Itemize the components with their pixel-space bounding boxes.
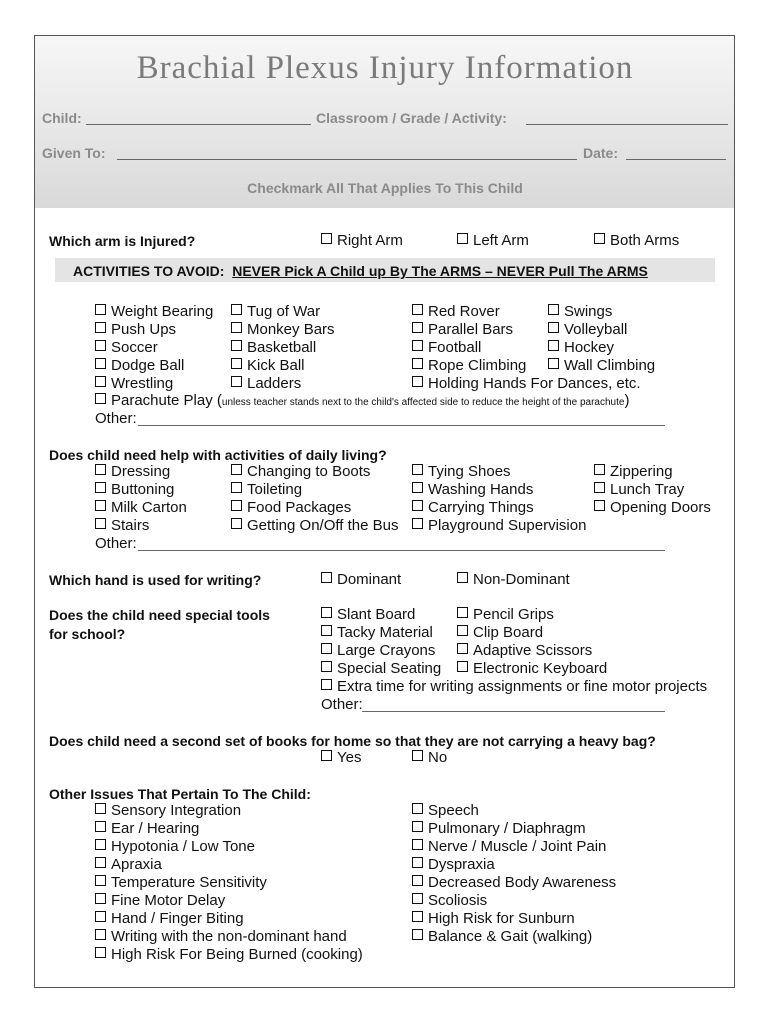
issue-label: Hand / Finger Biting — [111, 910, 244, 927]
checkbox-icon — [594, 500, 605, 511]
activity-label: Soccer — [111, 339, 158, 356]
activity-item[interactable] — [412, 321, 513, 339]
tool-item[interactable] — [457, 606, 554, 624]
checkbox-icon — [457, 625, 468, 636]
issue-label: Speech — [428, 802, 479, 819]
issue-label: Hypotonia / Low Tone — [111, 838, 255, 855]
issue-item[interactable] — [412, 892, 487, 910]
issue-label: Balance & Gait (walking) — [428, 928, 593, 945]
writing-hand-question: Which hand is used for writing? — [49, 572, 262, 588]
books-option-no[interactable]: No — [412, 749, 447, 767]
checkbox-icon — [412, 358, 423, 369]
checkbox-icon — [95, 464, 106, 475]
checkbox-icon — [321, 607, 332, 618]
checkbox-icon — [412, 929, 423, 940]
activity-item[interactable] — [231, 303, 320, 321]
activities-other-label: Other: — [95, 410, 137, 427]
child-field[interactable] — [86, 124, 311, 125]
issue-item[interactable] — [95, 802, 241, 820]
checkbox-icon — [95, 376, 106, 387]
checkbox-icon — [321, 233, 332, 244]
activity-label: Ladders — [247, 375, 302, 392]
checkbox-icon — [457, 607, 468, 618]
daily-label: Stairs — [111, 517, 150, 534]
classroom-label: Classroom / Grade / Activity: — [316, 110, 507, 126]
daily-item[interactable] — [231, 499, 351, 517]
issue-item[interactable] — [95, 856, 162, 874]
checkbox-icon — [548, 358, 559, 369]
activity-label: Tug of War — [247, 303, 321, 320]
checkbox-icon — [95, 518, 106, 529]
activity-label: Rope Climbing — [428, 357, 527, 374]
checkbox-icon — [95, 322, 106, 333]
daily-item[interactable] — [412, 499, 534, 517]
issue-label: Scoliosis — [428, 892, 488, 909]
daily-label: Carrying Things — [428, 499, 534, 516]
books-question: Does child need a second set of books for home so that they are not carrying a heavy bag? — [49, 733, 656, 749]
daily-item[interactable] — [231, 517, 398, 535]
checkbox-icon — [231, 464, 242, 475]
activity-label: Basketball — [247, 339, 317, 356]
daily-label: Toileting — [247, 481, 303, 498]
arm-question: Which arm is Injured? — [49, 233, 196, 249]
instruction-text: Checkmark All That Applies To This Child — [247, 180, 523, 196]
checkbox-icon — [594, 464, 605, 475]
books-option-yes[interactable]: Yes — [321, 749, 361, 767]
daily-label: Opening Doors — [610, 499, 711, 516]
activity-label: Volleyball — [564, 321, 628, 338]
activity-label: Wrestling — [111, 375, 174, 392]
daily-label: Playground Supervision — [428, 517, 587, 534]
issue-label: Fine Motor Delay — [111, 892, 226, 909]
arm-option-right[interactable]: Right Arm — [321, 232, 403, 250]
classroom-field[interactable] — [526, 124, 728, 125]
checkbox-icon — [457, 661, 468, 672]
activity-item[interactable] — [412, 357, 526, 375]
arm-option-left[interactable]: Left Arm — [457, 232, 529, 250]
activity-label: Red Rover — [428, 303, 500, 320]
checkbox-icon — [95, 821, 106, 832]
checkbox-icon — [457, 233, 468, 244]
checkbox-icon — [321, 679, 332, 690]
issue-label: Sensory Integration — [111, 802, 242, 819]
checkbox-icon — [95, 839, 106, 850]
issue-label: Apraxia — [111, 856, 162, 873]
activity-item[interactable] — [231, 339, 316, 357]
daily-item[interactable] — [231, 481, 302, 499]
issue-item[interactable] — [95, 910, 244, 928]
daily-item[interactable] — [594, 499, 711, 517]
tool-label: Special Seating — [337, 660, 442, 677]
daily-item[interactable] — [594, 463, 673, 481]
daily-label: Washing Hands — [428, 481, 534, 498]
activity-label: Wall Climbing — [564, 357, 656, 374]
tool-item[interactable] — [457, 624, 543, 642]
checkbox-icon — [321, 572, 332, 583]
daily-item[interactable] — [95, 499, 187, 517]
tool-label: Pencil Grips — [473, 606, 554, 623]
checkbox-icon — [231, 518, 242, 529]
issue-item[interactable] — [412, 820, 586, 838]
checkbox-icon — [412, 750, 423, 761]
daily-label: Food Packages — [247, 499, 352, 516]
checkbox-icon — [412, 911, 423, 922]
activity-label: Holding Hands For Dances, etc. — [428, 375, 641, 392]
daily-item[interactable] — [231, 463, 370, 481]
issue-item[interactable] — [95, 946, 363, 964]
checkbox-icon — [231, 340, 242, 351]
checkbox-icon — [412, 464, 423, 475]
activity-label: Parallel Bars — [428, 321, 514, 338]
checkbox-icon — [231, 500, 242, 511]
checkbox-icon — [95, 304, 106, 315]
checkbox-icon — [412, 482, 423, 493]
daily-item[interactable] — [412, 463, 511, 481]
hand-option-dominant[interactable]: Dominant — [321, 571, 401, 589]
issue-label: High Risk for Sunburn — [428, 910, 575, 927]
daily-label: Lunch Tray — [610, 481, 685, 498]
checkbox-icon — [412, 875, 423, 886]
tool-item[interactable] — [321, 624, 433, 642]
activity-item[interactable] — [548, 339, 614, 357]
tool-label: Clip Board — [473, 624, 544, 641]
checkbox-icon — [231, 358, 242, 369]
issue-item[interactable] — [412, 928, 592, 946]
tool-label: Electronic Keyboard — [473, 660, 608, 677]
daily-item[interactable] — [594, 481, 684, 499]
issue-item[interactable] — [95, 874, 267, 892]
daily-label: Buttoning — [111, 481, 175, 498]
activity-item[interactable] — [95, 357, 184, 375]
daily-label: Changing to Boots — [247, 463, 371, 480]
checkbox-icon — [412, 839, 423, 850]
checkbox-icon — [95, 911, 106, 922]
child-label: Child: — [42, 110, 82, 126]
date-label: Date: — [583, 145, 619, 161]
issue-label: Dyspraxia — [428, 856, 495, 873]
checkbox-icon — [231, 376, 242, 387]
activity-label: Weight Bearing — [111, 303, 214, 320]
activity-item[interactable] — [231, 321, 335, 339]
checkbox-icon — [95, 340, 106, 351]
activity-label: Monkey Bars — [247, 321, 335, 338]
checkbox-icon — [95, 500, 106, 511]
checkbox-icon — [412, 304, 423, 315]
activities-other-field[interactable] — [138, 425, 665, 426]
activity-item[interactable] — [231, 357, 305, 375]
checkbox-icon — [231, 482, 242, 493]
checkbox-icon — [95, 482, 106, 493]
activity-item[interactable] — [548, 321, 627, 339]
issue-label: Pulmonary / Diaphragm — [428, 820, 586, 837]
checkbox-icon — [457, 572, 468, 583]
checkbox-icon — [412, 857, 423, 868]
checkbox-icon — [95, 893, 106, 904]
activity-label: Dodge Ball — [111, 357, 185, 374]
tool-label: Large Crayons — [337, 642, 436, 659]
checkbox-icon — [548, 340, 559, 351]
daily-item[interactable] — [95, 517, 149, 535]
checkbox-icon — [321, 643, 332, 654]
activity-item[interactable] — [95, 375, 173, 393]
given-to-field[interactable] — [117, 159, 577, 160]
other-issues-heading: Other Issues That Pertain To The Child: — [49, 786, 311, 802]
issue-item[interactable] — [95, 928, 347, 946]
issue-item[interactable] — [412, 874, 616, 892]
tool-item[interactable] — [321, 606, 415, 624]
daily-item[interactable] — [95, 463, 170, 481]
daily-item[interactable] — [412, 481, 533, 499]
daily-label: Milk Carton — [111, 499, 187, 516]
checkbox-icon — [594, 482, 605, 493]
activity-label: Football — [428, 339, 482, 356]
daily-label: Dressing — [111, 463, 171, 480]
issue-label: Nerve / Muscle / Joint Pain — [428, 838, 607, 855]
daily-living-question: Does child need help with activities of daily living? — [49, 447, 387, 463]
checkbox-icon — [95, 857, 106, 868]
checkbox-icon — [231, 322, 242, 333]
activity-item[interactable] — [95, 321, 176, 339]
activity-parachute[interactable]: Parachute Play (unless teacher stands next to the child's affected side to reduce the height of the parachute) — [95, 392, 629, 412]
tools-other-label: Other: — [321, 696, 363, 713]
checkbox-icon — [594, 233, 605, 244]
checkbox-icon — [412, 821, 423, 832]
checkbox-icon — [231, 304, 242, 315]
tools-other-field[interactable] — [362, 711, 665, 712]
checkbox-icon — [321, 750, 332, 761]
activity-item[interactable] — [412, 375, 641, 393]
checkbox-icon — [412, 893, 423, 904]
checkbox-icon — [95, 929, 106, 940]
checkbox-icon — [457, 643, 468, 654]
checkbox-icon — [412, 803, 423, 814]
activity-label: Kick Ball — [247, 357, 305, 374]
activity-label: Swings — [564, 303, 613, 320]
checkbox-icon — [548, 322, 559, 333]
given-to-label: Given To: — [42, 145, 106, 161]
checkbox-icon — [412, 518, 423, 529]
activity-label: Hockey — [564, 339, 615, 356]
activity-item[interactable] — [95, 339, 158, 357]
activity-item[interactable] — [412, 303, 500, 321]
activity-item[interactable] — [412, 339, 481, 357]
activity-item[interactable] — [95, 303, 213, 321]
tools-extra-time[interactable]: Extra time for writing assignments or fine motor projects — [321, 678, 707, 696]
issue-item[interactable] — [95, 892, 225, 910]
issue-item[interactable] — [412, 802, 479, 820]
tools-question-line1: Does the child need special tools — [49, 607, 270, 623]
checkbox-icon — [95, 803, 106, 814]
tool-label: Adaptive Scissors — [473, 642, 593, 659]
activity-item[interactable] — [231, 375, 301, 393]
checkbox-icon — [321, 625, 332, 636]
daily-item[interactable] — [412, 517, 586, 535]
tool-item[interactable] — [457, 642, 592, 660]
issue-item[interactable] — [95, 820, 199, 838]
daily-other-field[interactable] — [138, 550, 665, 551]
tool-label: Tacky Material — [337, 624, 433, 641]
tool-label: Slant Board — [337, 606, 416, 623]
issue-label: Decreased Body Awareness — [428, 874, 617, 891]
date-field[interactable] — [626, 159, 726, 160]
activity-label: Push Ups — [111, 321, 177, 338]
activity-item[interactable] — [548, 357, 655, 375]
checkbox-icon — [95, 875, 106, 886]
issue-label: Ear / Hearing — [111, 820, 200, 837]
tools-question-line2: for school? — [49, 626, 126, 642]
arm-option-both[interactable]: Both Arms — [594, 232, 679, 250]
tool-item[interactable] — [321, 660, 441, 678]
issue-label: Temperature Sensitivity — [111, 874, 267, 891]
checkbox-icon — [95, 358, 106, 369]
activity-item[interactable] — [548, 303, 612, 321]
issue-item[interactable] — [95, 838, 255, 856]
issue-item[interactable] — [412, 856, 495, 874]
checkbox-icon — [321, 661, 332, 672]
daily-item[interactable] — [95, 481, 174, 499]
checkbox-icon — [95, 393, 106, 404]
daily-label: Zippering — [610, 463, 673, 480]
checkbox-icon — [412, 500, 423, 511]
daily-label: Getting On/Off the Bus — [247, 517, 399, 534]
checkbox-icon — [95, 947, 106, 958]
issue-item[interactable] — [412, 910, 575, 928]
activities-heading: ACTIVITIES TO AVOID: NEVER Pick A Child up By The ARMS – NEVER Pull The ARMS — [73, 263, 648, 279]
issue-label: High Risk For Being Burned (cooking) — [111, 946, 363, 963]
checkbox-icon — [412, 340, 423, 351]
tool-item[interactable] — [321, 642, 435, 660]
checkbox-icon — [412, 376, 423, 387]
tool-item[interactable] — [457, 660, 607, 678]
issue-label: Writing with the non-dominant hand — [111, 928, 347, 945]
daily-other-label: Other: — [95, 535, 137, 552]
checkbox-icon — [412, 322, 423, 333]
hand-option-non-dominant[interactable]: Non-Dominant — [457, 571, 570, 589]
issue-item[interactable] — [412, 838, 606, 856]
page-title: Brachial Plexus Injury Information — [136, 50, 634, 86]
checkbox-icon — [548, 304, 559, 315]
daily-label: Tying Shoes — [428, 463, 511, 480]
